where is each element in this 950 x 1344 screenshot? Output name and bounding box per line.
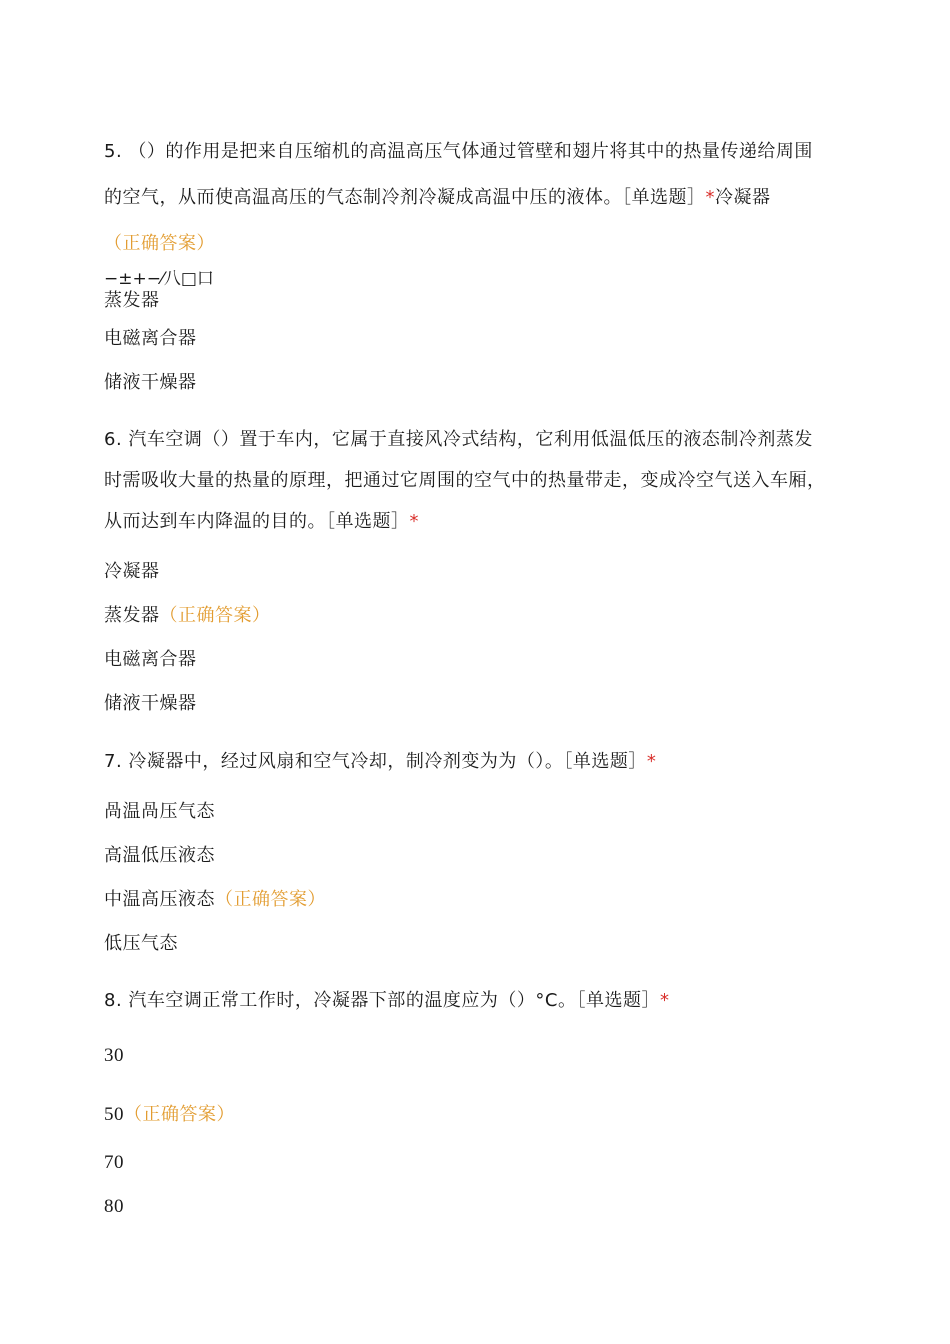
q8-stem-text: 8. 汽车空调正常工作时，冷凝器下部的温度应为（）°C。［单选题］ — [104, 990, 660, 1011]
q8-correct-answer-mark: （正确答案） — [124, 1104, 235, 1125]
q5-correct-answer-mark: （正确答案） — [104, 233, 215, 254]
q6-stem-text: 从而达到车内降温的目的。［单选题］ — [104, 511, 410, 532]
q7-option-2[interactable]: 高温低压液态 — [104, 845, 215, 866]
q7-option-3[interactable] — [104, 888, 326, 912]
q8-option-3[interactable]: 70 — [104, 1152, 124, 1173]
q7-option-1[interactable]: 咼温咼压气态 — [104, 801, 215, 822]
q5-garbled-text: −±+−⁄八□口 — [104, 269, 214, 289]
required-star: * — [705, 187, 715, 208]
q7-correct-answer-mark: （正确答案） — [215, 889, 326, 910]
q6-option-1[interactable]: 冷凝器 — [104, 561, 160, 582]
q7-stem-text: 7. 冷凝器中，经过风扇和空气冷却，制冷剂变为为（）。［单选题］ — [104, 751, 647, 772]
q6-option-2[interactable] — [104, 604, 271, 628]
q5-option-1[interactable]: 蒸发器 — [104, 290, 160, 311]
q8-option-2[interactable] — [104, 1103, 235, 1127]
q8-option-1[interactable]: 30 — [104, 1045, 124, 1066]
q5-option-3[interactable]: 储液干燥器 — [104, 372, 197, 393]
q6-stem-line3 — [104, 510, 419, 534]
q5-option-condenser[interactable]: 冷凝器 — [715, 187, 771, 208]
q7-option-4[interactable]: 低压气态 — [104, 933, 178, 954]
q5-stem-line1: 5. （）的作用是把来自压缩机的高温高压气体通过管壁和翅片将其中的热量传递给周围 — [104, 141, 813, 162]
q8-option-4[interactable]: 80 — [104, 1196, 124, 1217]
q7-stem — [104, 750, 656, 774]
q8-option-2-label: 50 — [104, 1104, 124, 1125]
q6-option-2-label: 蒸发器 — [104, 605, 160, 626]
q7-option-3-label: 中温高压液态 — [104, 889, 215, 910]
q6-stem-line2: 时需吸收大量的热量的原理，把通过它周围的空气中的热量带走，变成冷空气送入车厢， — [104, 470, 826, 491]
required-star: * — [409, 511, 419, 532]
q5-option-2[interactable]: 电磁离合器 — [104, 328, 197, 349]
q8-stem — [104, 989, 669, 1013]
q6-option-3[interactable]: 电磁离合器 — [104, 649, 197, 670]
required-star: * — [659, 990, 670, 1011]
q5-stem-text: 的空气，从而使高温高压的气态制冷剂冷凝成高温中压的液体。［单选题］ — [104, 187, 706, 208]
q6-stem-line1: 6. 汽车空调（）置于车内，它属于直接风冷式结构，它利用低温低压的液态制冷剂蒸发 — [104, 429, 813, 450]
q6-correct-answer-mark: （正确答案） — [159, 605, 271, 626]
q6-option-4[interactable]: 储液干燥器 — [104, 693, 197, 714]
q5-stem-line2 — [104, 186, 771, 210]
required-star: * — [646, 751, 657, 772]
